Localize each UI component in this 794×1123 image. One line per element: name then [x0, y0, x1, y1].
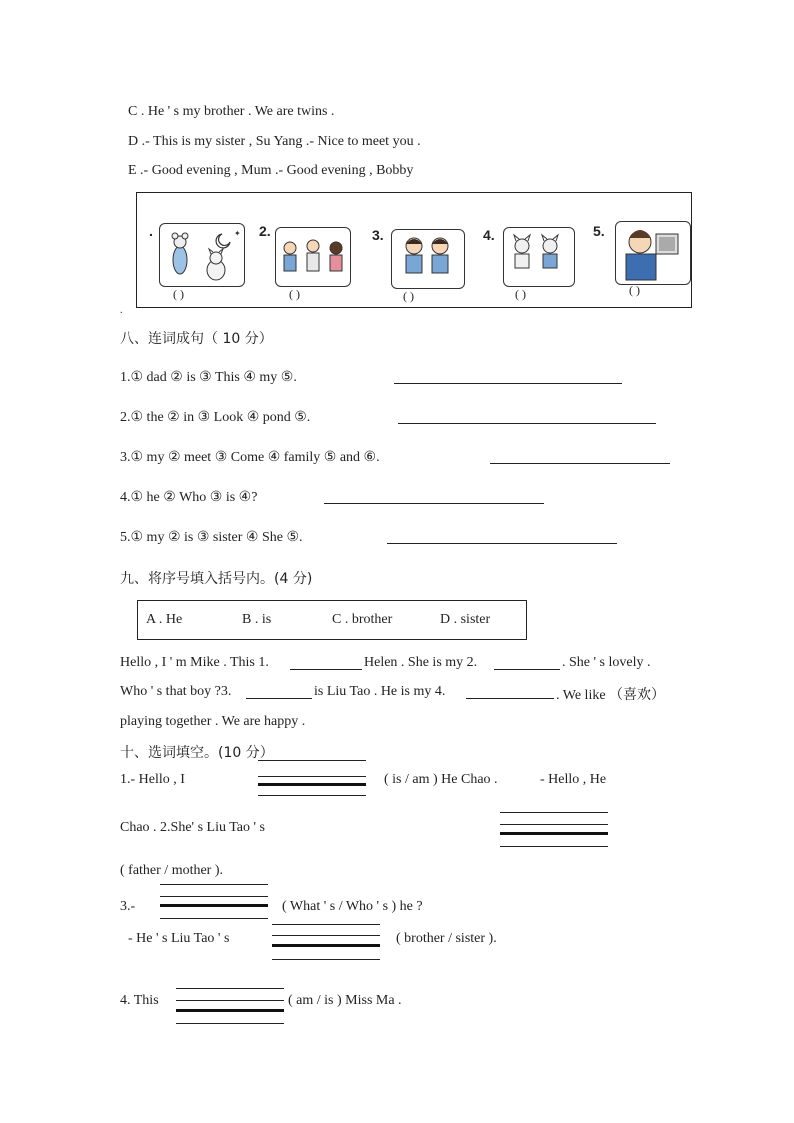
rule [160, 896, 268, 897]
answer-line-q2[interactable] [500, 832, 608, 835]
rule [272, 924, 380, 925]
answer-line-q1[interactable] [258, 783, 366, 786]
blank-1[interactable] [290, 669, 362, 670]
two-cats-illustration [504, 228, 574, 286]
answer-line-q3a[interactable] [160, 904, 268, 907]
q4-choices: ( am / is ) Miss Ma . [288, 993, 402, 1008]
word-bank-item: C . brother [332, 612, 393, 627]
picture-3-frame [391, 229, 465, 289]
picture-2-frame [275, 227, 351, 287]
answer-line[interactable] [490, 463, 670, 464]
rule [176, 988, 284, 989]
rule [176, 1000, 284, 1001]
picture-number: 4. [483, 227, 495, 243]
answer-line[interactable] [394, 383, 622, 384]
rule [500, 846, 608, 847]
q3-reply: - He ' s Liu Tao ' s [128, 931, 230, 946]
passage-line-1a: Hello , I ' m Mike . This 1. [120, 655, 269, 670]
rule [258, 776, 366, 777]
section-8-item: 1.① dad ② is ③ This ④ my ⑤. [120, 370, 297, 385]
rule [500, 812, 608, 813]
picture-number: 2. [259, 223, 271, 239]
rule [160, 918, 268, 919]
picture-4-frame [503, 227, 575, 287]
section-8-item: 3.① my ② meet ③ Come ④ family ⑤ and ⑥. [120, 450, 380, 465]
option-e: E .- Good evening , Mum .- Good evening , Bobby [128, 163, 414, 178]
word-bank-item: B . is [242, 612, 272, 627]
option-c: C . He ' s my brother . We are twins . [128, 104, 335, 119]
blank-2[interactable] [494, 669, 560, 670]
blank-3[interactable] [246, 698, 312, 699]
blank-4[interactable] [466, 698, 554, 699]
answer-line-q3b[interactable] [272, 944, 380, 947]
q1-choices: ( is / am ) He Chao . [384, 772, 498, 787]
boy-with-photo-illustration [616, 222, 690, 284]
rule [258, 795, 366, 796]
svg-text:✦: ✦ [234, 229, 241, 238]
rule [272, 935, 380, 936]
q1-text: 1.- Hello , I [120, 772, 185, 787]
rule [160, 884, 268, 885]
passage-line-1b: Helen . She is my 2. [364, 655, 478, 670]
answer-paren-3: ( ) [403, 289, 414, 303]
section-10-title: 十、选词填空。(10 分） [120, 745, 274, 761]
q2-choices: ( father / mother ). [120, 863, 224, 878]
picture-strip [136, 192, 692, 308]
section-8-item: 4.① he ② Who ③ is ④? [120, 490, 258, 505]
answer-paren-2: ( ) [289, 287, 300, 301]
passage-line-1c: . She ' s lovely . [562, 655, 651, 670]
passage-line-2a: Who ' s that boy ?3. [120, 684, 232, 699]
word-bank-item: D . sister [440, 612, 491, 627]
rule [500, 824, 608, 825]
word-bank-item: A . He [146, 612, 183, 627]
q4-text: 4. This [120, 993, 159, 1008]
answer-line-q4[interactable] [176, 1009, 284, 1012]
q3-reply-choices: ( brother / sister ). [396, 931, 497, 946]
q2-text: Chao . 2.She' s Liu Tao ' s [120, 820, 265, 835]
picture-1-frame [159, 223, 245, 287]
answer-paren-5: ( ) [629, 283, 640, 297]
section-8-title: 八、连词成句（ 10 分） [120, 331, 273, 347]
rule [258, 760, 366, 761]
q3-number: 3.- [120, 899, 136, 914]
three-people-illustration [276, 228, 350, 286]
mouse-cat-night-illustration [160, 224, 244, 286]
option-d: D .- This is my sister , Su Yang .- Nice to meet you . [128, 134, 421, 149]
twin-boys-illustration [392, 230, 464, 288]
section-8-item: 2.① the ② in ③ Look ④ pond ⑤. [120, 410, 311, 425]
rule [272, 959, 380, 960]
answer-line[interactable] [324, 503, 544, 504]
word-bank-box [137, 600, 527, 640]
passage-line-3: playing together . We are happy . [120, 714, 306, 729]
answer-paren-4: ( ) [515, 287, 526, 301]
answer-line[interactable] [387, 543, 617, 544]
stray-dot: . [120, 305, 123, 316]
rule [176, 1023, 284, 1024]
picture-5-frame [615, 221, 691, 285]
section-8-item: 5.① my ② is ③ sister ④ She ⑤. [120, 530, 303, 545]
section-9-title: 九、将序号填入括号内。(4 分) [120, 571, 313, 587]
answer-paren-1: ( ) [173, 287, 184, 301]
answer-line[interactable] [398, 423, 656, 424]
q3-choices: ( What ' s / Who ' s ) he ? [282, 899, 423, 914]
picture-number: . [149, 223, 153, 239]
passage-line-2c: . We like （喜欢） [556, 688, 666, 703]
picture-number: 3. [372, 227, 384, 243]
passage-line-2b: is Liu Tao . He is my 4. [314, 684, 446, 699]
picture-number: 5. [593, 223, 605, 239]
q1-reply: - Hello , He [540, 772, 607, 787]
